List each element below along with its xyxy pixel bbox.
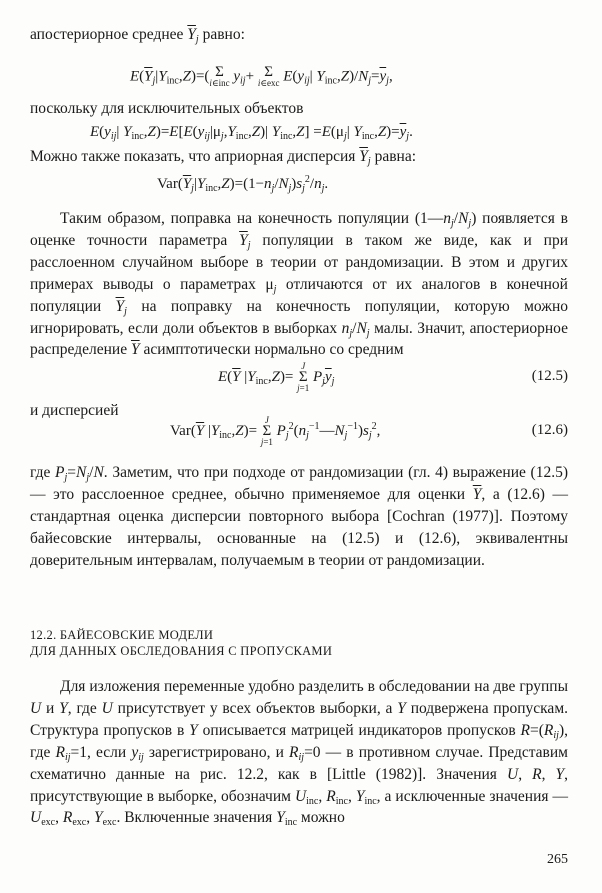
text-line-1: апостериорное среднее $\overline{Y}_j$ равно: bbox=[30, 26, 245, 45]
paragraph-3: Для изложения переменные удобно разделить в обследовании на две группы U и Y, где U присутствует у всех объектов выборки, а Y подвержена пропускам. Структура пропусков в Y описывается матрицей индикаторов пропусков $R=(R_{ij})$, где $R_{ij}=1$, если $y_{ij}$ зарегистрировано, и $R_{ij}=0$ — в противном случае. Представим схематично данные на рис. 12.2, как в [Little (1982)]. Значения U, R, Y, присутствующие в выборке, обозначим $U_{inc}$, $R_{inc}$, $Y_{inc}$, а исключенные значения — $U_{exc}$, $R_{exc}$, $Y_{exc}$. Включенные значения $Y_{inc}$ можно bbox=[30, 678, 569, 829]
section-heading-line-1: 12.2. БАЙЕСОВСКИЕ МОДЕЛИ bbox=[30, 628, 214, 642]
equation-5: $Var(\overline{Y}$ $|Y_{inc},Z)= J$ Σ j=1 $P_j^2(n_j^{-1}—N_j^{-1})s_j^2$, bbox=[170, 415, 381, 447]
equation-3: $Var(\overline{Y}_j|Y_{inc},Z)=(1-n_j/N_j)s_j^2/n_j$. bbox=[157, 174, 329, 194]
equation-2: $E(y_{ij}|$ $Y_{inc},Z)=E[E(y_{ij}|\mu_j,Y_{inc},Z)|$ $Y_{inc},Z] =E(\mu_j|$ $Y_{inc},Z)=\overline{y}_j$. bbox=[90, 124, 413, 142]
text-line-4: и дисперсией bbox=[30, 402, 119, 419]
paragraph-2: где $P_j=N_j/N$. Заметим, что при подходе от рандомизации (гл. 4) выражение (12.5) — это расслоенное среднее, обычно применяемое для оценки $\overline{Y}$, а (12.6) — стандартная оценка дисперсии повторного выбора [Cochran (1977)]. Поэтому байесовские интервалы, основанные на (12.5) и (12.6), эквивалентны доверительным интервалам, получаемым в теории от рандомизации. bbox=[30, 464, 569, 569]
section-heading bbox=[30, 627, 332, 659]
section-heading-line-2: ДЛЯ ДАННЫХ ОБСЛЕДОВАНИЯ С ПРОПУСКАМИ bbox=[30, 644, 333, 658]
text-line-2: поскольку для исключительных объектов bbox=[30, 100, 304, 117]
equation-number-12-6: (12.6) bbox=[531, 422, 568, 438]
equation-4: $E(\overline{Y}$ $|Y_{inc},Z)= J$ Σ j=1 $P_j\overline{y}_j$ bbox=[218, 361, 335, 393]
equation-number-12-5: (12.5) bbox=[531, 368, 568, 384]
text-line-3: Можно также показать, что априорная дисперсия $\overline{Y}_j$ равна: bbox=[30, 148, 417, 167]
paragraph-1: Таким образом, поправка на конечность популяции $(1—n_j/N_j)$ появляется в оценке точности параметра $\overline{Y}_j$ популяции в таком же виде, как и при расслоенном случайном выборе в теории от рандомизации. В этом и других примерах выводы о параметрах $\mu_j$ отличаются от их аналогов в конечной популяции $\overline{Y}_j$ на поправку на конечность популяции, которую можно игнорировать, если доли объектов в выборках $n_j/N_j$ малы. Значит, апостериорное распределение $\overline{Y}$ асимптотически нормально со средним bbox=[30, 210, 569, 359]
equation-1: $E(\overline{Y}_j|Y_{inc},Z)=$( Σ i∈inc $y_{ij}+$ Σ i∈exc $E(y_{ij}|$ $Y_{inc},Z)/N_j=\overline{y}_j$, bbox=[130, 64, 393, 88]
page-number: 265 bbox=[547, 852, 568, 867]
